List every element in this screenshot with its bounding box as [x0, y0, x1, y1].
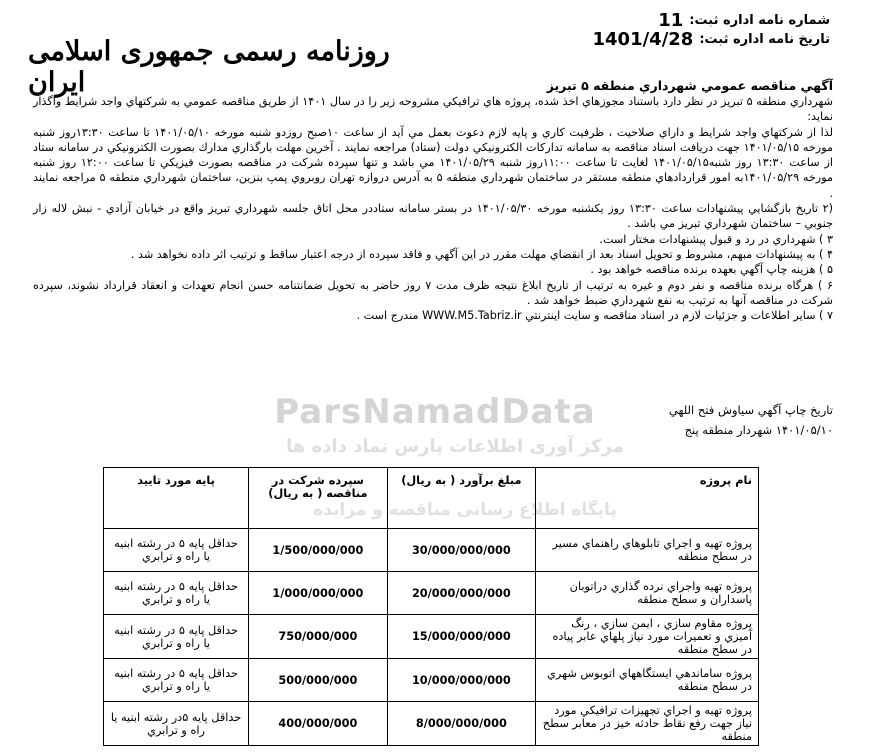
- deposit-cell: 1/500/000/000: [249, 529, 388, 572]
- grade-cell: حداقل پايه ۵ در رشته ابنيه يا راه و ترابري: [104, 529, 249, 572]
- table-row: [104, 615, 759, 659]
- header-deposit: سپرده شركت در مناقصه ( به ريال): [249, 468, 388, 529]
- table-row: [104, 702, 759, 746]
- project-name-cell: پروژه تهيه واجراي نرده گذاري دراتوبان پاسداران و سطح منطقه: [536, 572, 759, 615]
- projects-table: [103, 467, 759, 746]
- header-estimated-amount: مبلغ برآورد ( به ريال): [387, 468, 535, 529]
- amount-cell: 20/000/000/000: [387, 572, 535, 615]
- grade-cell: حداقل پايه ۵ در رشته ابنيه يا راه و ترابري: [104, 572, 249, 615]
- watermark-tagline: پایگاه اطلاع رسانی مناقصه و مزایده: [313, 500, 617, 520]
- notice-paragraph: لذا از شركتهاي واجد شرايط و داراي صلاحيت ، ظرفيت كاري و پايه لازم دعوت بعمل مي آيد از ساعت ۱۰صبح روزدو شنبه مورخه ۱۴۰۱/۰۵/۱۰ تا ساعت ۱۳:۳۰روز شنبه مورخه ۱۴۰۱/۰۵/۱۵ جهت دريافت اسناد مناقصه به سامانه تداركات الكترونيكي دولت (ستاد) مراجعه نمايند . آخرين مهلت بارگذاري مدارك بصورت الكترونيكي در سامانه ستاد از ساعت ۱۳:۳۰ روز شنبه۱۴۰۱/۰۵/۱۵ لغايت تا ساعت ۱۱:۰۰روز شنبه ۱۴۰۱/۰۵/۲۹ مي باشد و تنها سپرده شركت در مناقصه بصورت فيزيكي تا ساعت ۱۲:۰۰ روز شنبه مورخه ۱۴۰۱/۰۵/۲۹به امور قراردادهاي منطقه مستقر در ساختمان شهرداري منطقه ۵ به آدرس دروازه تهران روبروي پمپ بنزين، ساختمان شهرداري منطقه ۵ مراجعه نمايند .: [33, 125, 833, 200]
- amount-cell: 30/000/000/000: [387, 529, 535, 572]
- table-row: [104, 659, 759, 702]
- notice-paragraph: ۶ ) هرگاه برنده مناقصه و نفر دوم و غيره به ترتيب از تاريخ ابلاغ نتيجه ظرف مدت ۷ روز حاضر به تحويل ضمانتنامه حسن انجام تعهدات و انعقاد قرارداد نشوند، سپرده شركت در مناقصه آنها به ترتيب به نفع شهرداري ضبط خواهد شد .: [33, 278, 834, 307]
- signature-date-line: تاريخ چاپ آگهي سياوش فتح اللهي: [668, 403, 833, 417]
- table-header-row: [104, 468, 759, 529]
- grade-cell: حداقل پايه ۵در رشته ابنيه يا راه و ترابري: [104, 702, 249, 746]
- header-project-name: نام پروژه: [536, 468, 759, 529]
- deposit-cell: 750/000/000: [249, 615, 388, 659]
- notice-paragraph: ۷ ) ساير اطلاعات و جزئيات لازم در اسناد مناقصه و سايت اينترنتي WWW.M5.Tabriz.ir مندرج است .: [356, 309, 833, 323]
- notice-title: آگهي مناقصه عمومي شهرداري منطقه ۵ تبريز: [546, 78, 833, 93]
- registry-number-label: شماره نامه اداره ثبت:: [689, 13, 830, 28]
- notice-body: [33, 94, 833, 323]
- notice-paragraph: ۳ ) شهرداري در رد و قبول پيشنهادات مختار است.: [599, 232, 833, 246]
- table-row: [104, 529, 759, 572]
- project-name-cell: پروژه ساماندهي ايستگاههاي اتوبوس شهري در سطح منطقه: [536, 659, 759, 702]
- watermark-subtitle: مرکز آوری اطلاعات پارس نماد داده ها: [286, 436, 624, 457]
- newspaper-title: روزنامه رسمی جمهوری اسلامی ایران: [28, 36, 390, 98]
- notice-paragraph: ۵ ) هزينه چاپ آگهي بعهده برنده مناقصه خواهد بود .: [590, 263, 833, 277]
- notice-paragraph: ۴ ) به پيشنهادات مبهم، مشروط و تحويل اسناد بعد از انقضاي مهلت مقرر در اين آگهي و فاقد سپرده از درجه اعتبار ساقط و ترتيب اثر داده نخواهد شد .: [130, 247, 833, 261]
- amount-cell: 10/000/000/000: [387, 659, 535, 702]
- registry-date-label: تاریخ نامه اداره ثبت:: [699, 32, 830, 47]
- deposit-cell: 400/000/000: [249, 702, 388, 746]
- table-row: [104, 572, 759, 615]
- amount-cell: 8/000/000/000: [387, 702, 535, 746]
- project-name-cell: پروژه تهيه و اجراي تجهيزات ترافيكي مورد نياز جهت رفع نقاط حادثه خيز در معابر سطح منطقه: [536, 702, 759, 746]
- header-approved-grade: پايه مورد تاييد: [104, 468, 249, 529]
- registry-letter-date: [593, 29, 831, 50]
- notice-paragraph: شهرداري منطقه ۵ تبريز در نظر دارد باستناد مجوزهاي اخذ شده، پروژه هاي ترافيكي مشروحه زير را در سال ۱۴۰۱ از طريق مناقصه عمومي به شركتهاي واجد شرايط واگذار نمايد:: [33, 95, 833, 124]
- project-name-cell: پروژه تهيه و اجراي تابلوهاي راهنماي مسير در سطح منطقه: [536, 529, 759, 572]
- notice-paragraph: (۲ تاريخ بازگشايي پيشنهادات ساعت ۱۳:۳۰ روز يكشنبه مورخه ۱۴۰۱/۰۵/۳۰ در بستر سامانه ستاددر محل اتاق جلسه شهرداري تبريز واقع در خيابان آزادي - نبش لاله زار جنوبي – ساختمان شهرداري تبريز مي باشد .: [33, 202, 833, 231]
- watermark-logo: ParsNamadData: [274, 392, 596, 432]
- registry-number-value: 11: [658, 10, 684, 31]
- grade-cell: حداقل پايه ۵ در رشته ابنيه يا راه و ترابري: [104, 659, 249, 702]
- deposit-cell: 1/000/000/000: [249, 572, 388, 615]
- deposit-cell: 500/000/000: [249, 659, 388, 702]
- amount-cell: 15/000/000/000: [387, 615, 535, 659]
- registry-letter-number: [658, 10, 830, 31]
- project-name-cell: پروژه مقاوم سازي ، ايمن سازي ، رنگ آميزي و تعميرات مورد نياز پلهاي عابر پياده در سطح منطقه: [536, 615, 759, 659]
- signature-name-line: ۱۴۰۱/۰۵/۱۰ شهردار منطقه پنج: [684, 423, 833, 437]
- grade-cell: حداقل پايه ۵ در رشته ابنيه يا راه و ترابري: [104, 615, 249, 659]
- registry-date-value: 1401/4/28: [592, 29, 694, 50]
